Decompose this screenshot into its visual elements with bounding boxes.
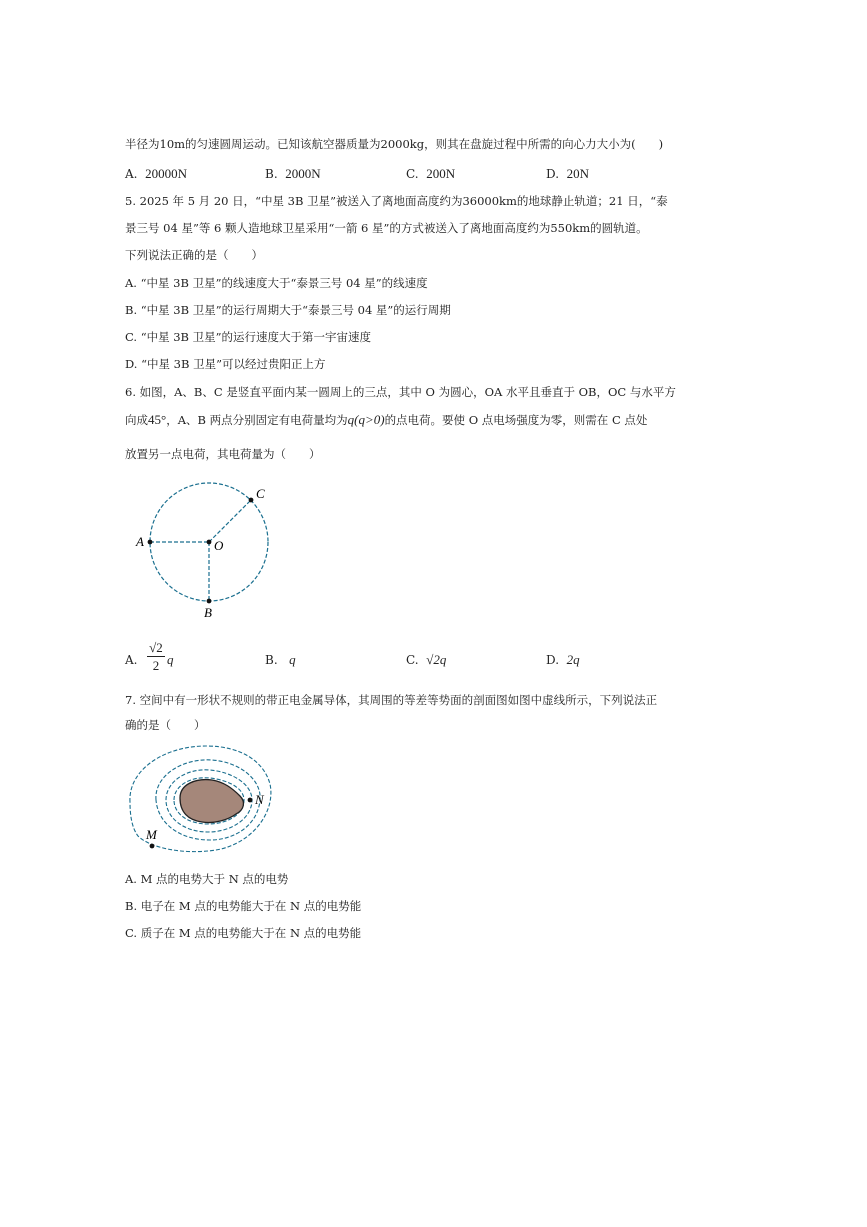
q7-line-2: 确的是（ ） bbox=[125, 718, 206, 732]
label-n: N bbox=[255, 792, 264, 807]
conductor-body bbox=[180, 780, 243, 823]
q6-option-d: D. 2q bbox=[546, 652, 580, 667]
label-o: O bbox=[214, 538, 224, 553]
q6-circle-figure bbox=[128, 480, 278, 620]
q7-option-c: C. 质子在 M 点的电势能大于在 N 点的电势能 bbox=[125, 926, 362, 940]
q7-option-b: B. 电子在 M 点的电势能大于在 N 点的电势能 bbox=[125, 899, 362, 913]
q6-line-1: 6. 如图，A、B、C 是竖直平面内某一圆周上的三点，其中 O 为圆心，OA 水平且垂直于 OB，OC 与水平方 bbox=[125, 385, 676, 399]
q7-equipotential-figure bbox=[124, 740, 284, 856]
q4-option-d: D. 20N bbox=[546, 166, 590, 181]
q6-option-b: B. q bbox=[265, 652, 296, 667]
q4-stem: 半径为10m的匀速圆周运动。已知该航空器质量为2000kg，则其在盘旋过程中所需的向心力大小为( ) bbox=[125, 137, 664, 151]
q4-option-c: C. 200N bbox=[406, 166, 456, 181]
label-c: C bbox=[256, 486, 265, 501]
point-o bbox=[207, 540, 212, 545]
q7-option-a: A. M 点的电势大于 N 点的电势 bbox=[125, 872, 289, 886]
label-m: M bbox=[146, 827, 157, 842]
q6-line-3: 放置另一点电荷，其电荷量为（ ） bbox=[125, 447, 321, 461]
q4-option-a: A. 20000N bbox=[125, 166, 188, 181]
point-a bbox=[148, 540, 153, 545]
q5-option-b: B. “中星 3B 卫星”的运行周期大于“泰景三号 04 星”的运行周期 bbox=[125, 303, 451, 317]
point-b bbox=[207, 599, 212, 604]
label-a: A bbox=[136, 534, 144, 549]
point-m bbox=[150, 844, 155, 849]
point-n bbox=[248, 798, 253, 803]
q5-option-a: A. “中星 3B 卫星”的线速度大于“泰景三号 04 星”的线速度 bbox=[125, 276, 428, 290]
q5-line-2: 景三号 04 星”等 6 颗人造地球卫星采用“一箭 6 星”的方式被送入了离地面高度约为550km的圆轨道。 bbox=[125, 221, 648, 235]
q5-line-1: 5. 2025 年 5 月 20 日，“中星 3B 卫星”被送入了离地面高度约为36000km的地球静止轨道；21 日，“泰 bbox=[125, 194, 668, 208]
q5-option-d: D. “中星 3B 卫星”可以经过贵阳正上方 bbox=[125, 357, 326, 371]
q6-option-c: C. √2q bbox=[406, 652, 447, 667]
q5-line-3: 下列说法正确的是（ ） bbox=[125, 248, 263, 262]
q6-line-2: 向成45°，A、B 两点分别固定有电荷量均为q(q>0)的点电荷。要使 O 点电场强度为零，则需在 C 点处 bbox=[125, 412, 648, 427]
label-b: B bbox=[204, 605, 212, 620]
q5-option-c: C. “中星 3B 卫星”的运行速度大于第一宇宙速度 bbox=[125, 330, 372, 344]
q7-line-1: 7. 空间中有一形状不规则的带正电金属导体，其周围的等差等势面的剖面图如图中虚线所示，下列说法正 bbox=[125, 693, 658, 707]
q4-option-b: B. 2000N bbox=[265, 166, 321, 181]
point-c bbox=[249, 498, 254, 503]
